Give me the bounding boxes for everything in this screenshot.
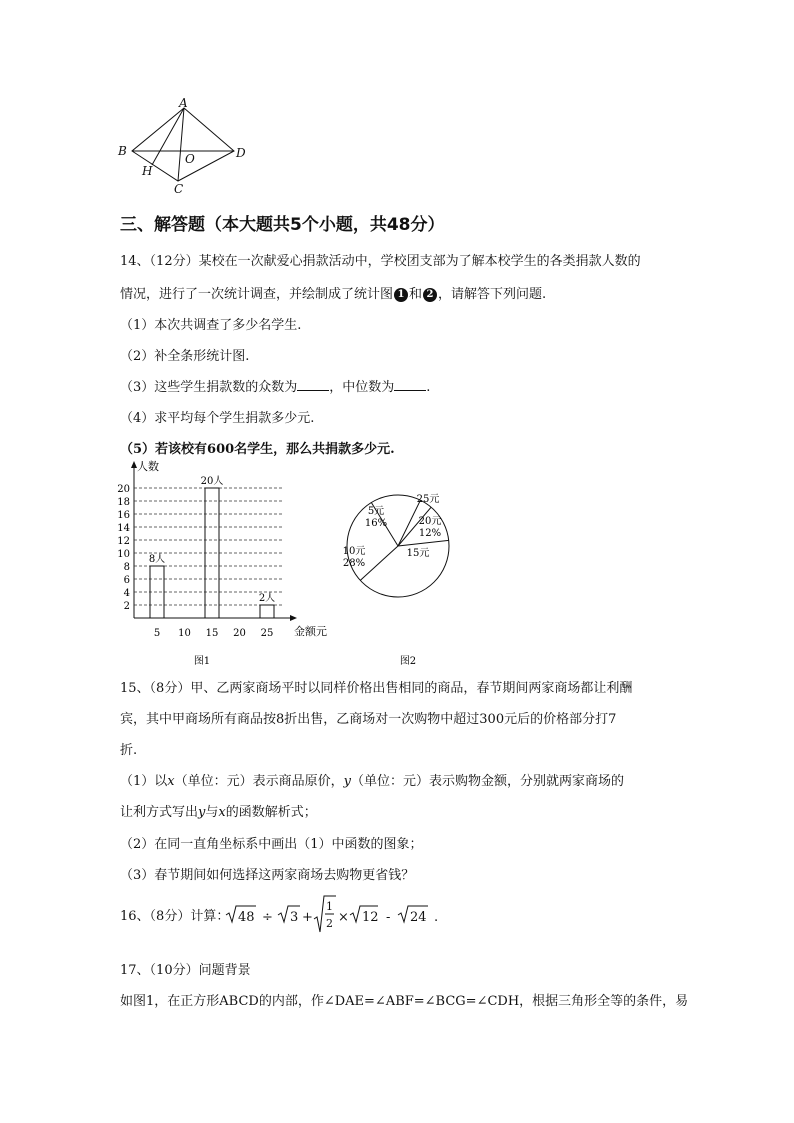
label-a: A bbox=[179, 96, 188, 110]
q15-sub1-a: （1）以 bbox=[120, 774, 168, 789]
chart-title: 图2 bbox=[399, 656, 417, 667]
pie-slice-label: 15元 bbox=[406, 548, 430, 559]
q14-sub5: （5）若该校有600名学生，那么共捐款多少元. bbox=[120, 442, 395, 457]
q15-line3: 折. bbox=[120, 743, 138, 758]
q14-line2-end: ，请解答下列问题. bbox=[438, 287, 547, 302]
q15-sub1-f: 的函数解析式； bbox=[225, 805, 317, 820]
x-tick-label: 10 bbox=[178, 628, 191, 639]
x-tick-label: 5 bbox=[153, 628, 161, 639]
q14-sub3-mid: ，中位数为 bbox=[329, 380, 395, 395]
answer-blank-median[interactable] bbox=[394, 389, 426, 391]
pie-slice-percent: 12% bbox=[418, 528, 442, 539]
label-c: C bbox=[174, 182, 184, 196]
bar-chart bbox=[112, 458, 342, 668]
y-tick-label: 20 bbox=[117, 484, 130, 495]
pie-slice-boundary bbox=[398, 540, 449, 546]
q15-sub2: （2）在同一直角坐标系中画出（1）中函数的图象； bbox=[120, 837, 423, 852]
minus-sign: - bbox=[386, 910, 391, 925]
q14-sub3-end: . bbox=[426, 380, 431, 395]
q15-sub1-d: 让利方式写出 bbox=[120, 805, 199, 820]
y-tick-label: 18 bbox=[117, 497, 130, 508]
q14-line2 bbox=[120, 283, 546, 302]
section-title: 三、解答题（本大题共5个小题，共48分） bbox=[120, 215, 445, 235]
q14-sub2: （2）补全条形统计图. bbox=[120, 349, 250, 364]
formula-period: . bbox=[434, 910, 439, 925]
y-tick-label: 4 bbox=[123, 588, 130, 599]
q16-formula bbox=[222, 894, 452, 940]
y-tick-label: 6 bbox=[123, 575, 130, 586]
var-y: y bbox=[198, 805, 206, 820]
var-y: y bbox=[343, 774, 351, 789]
q14-sub1: （1）本次共调查了多少名学生. bbox=[120, 318, 302, 333]
frac-denominator: 2 bbox=[326, 917, 333, 930]
q15-sub1 bbox=[120, 770, 624, 789]
label-o: O bbox=[185, 152, 195, 166]
bar-data-label: 8人 bbox=[148, 554, 166, 565]
pie-slice-percent: 28% bbox=[342, 558, 366, 569]
divide-sign: ÷ bbox=[262, 910, 273, 925]
y-tick-label: 8 bbox=[123, 562, 130, 573]
q14-sub4: （4）求平均每个学生捐款多少元. bbox=[120, 411, 315, 426]
x-axis-arrow bbox=[290, 615, 297, 621]
y-tick-label: 12 bbox=[117, 536, 130, 547]
q14-line1: 14、（12分）某校在一次献爱心捐款活动中，学校团支部为了解本校学生的各类捐款人数的 bbox=[120, 254, 641, 269]
x-axis-label: 金额元 bbox=[294, 625, 327, 638]
q15-sub1-c: （单位：元）表示购物金额，分别就两家商场的 bbox=[351, 774, 625, 789]
q17-line2: 如图1，在正方形ABCD的内部，作∠DAE=∠ABF=∠BCG=∠CDH，根据三角形全等的条件，易 bbox=[120, 994, 689, 1009]
q15-line1: 15、（8分）甲、乙两家商场平时以同样价格出售相同的商品，春节期间两家商场都让利酬 bbox=[120, 681, 633, 696]
diagonal-ac bbox=[178, 108, 184, 181]
radicand-48: 48 bbox=[238, 910, 255, 925]
q14-line2-text: 情况，进行了一次统计调查，并绘制成了统计图 bbox=[120, 287, 394, 302]
x-tick-label: 20 bbox=[233, 628, 246, 639]
bar bbox=[260, 605, 274, 618]
pie-slice-percent: 16% bbox=[364, 518, 388, 529]
q15-sub1-cont bbox=[120, 801, 317, 820]
q17-line1: 17、（10分）问题背景 bbox=[120, 963, 251, 978]
label-d: D bbox=[236, 146, 246, 160]
answer-blank-mode[interactable] bbox=[297, 389, 329, 391]
pie-chart bbox=[338, 480, 458, 670]
bar-data-label: 20人 bbox=[200, 476, 224, 487]
q16-prefix: 16、（8分）计算： bbox=[120, 909, 230, 924]
q16-line bbox=[120, 905, 229, 924]
x-tick-label: 15 bbox=[205, 628, 219, 639]
y-tick-label: 16 bbox=[117, 510, 130, 521]
q14-line2-and: 和 bbox=[409, 287, 423, 302]
y-axis-label: 人数 bbox=[137, 460, 159, 473]
q15-sub3: （3）春节期间如何选择这两家商场去购物更省钱？ bbox=[120, 868, 415, 883]
label-h: H bbox=[142, 164, 153, 178]
x-tick-label: 25 bbox=[260, 628, 274, 639]
q15-sub1-e: 与 bbox=[205, 805, 219, 820]
y-tick-label: 14 bbox=[117, 523, 130, 534]
q14-sub3 bbox=[120, 376, 430, 395]
pie-slice-boundary bbox=[360, 546, 398, 580]
radicand-3: 3 bbox=[290, 910, 299, 925]
pie-slice-label: 25元 bbox=[416, 494, 440, 505]
bar-data-label: 2人 bbox=[258, 593, 276, 604]
q14-sub3-text: （3）这些学生捐款数的众数为 bbox=[120, 380, 298, 395]
pie-slice-label: 5元 bbox=[367, 506, 385, 517]
var-x: x bbox=[167, 774, 175, 789]
label-b: B bbox=[118, 144, 127, 158]
q15-line2: 宾，其中甲商场所有商品按8折出售，乙商场对一次购物中超过300元后的价格部分打7 bbox=[120, 712, 617, 727]
radicand-24: 24 bbox=[410, 910, 427, 925]
chart-title: 图1 bbox=[193, 656, 211, 667]
circle-number-1: 1 bbox=[394, 288, 408, 302]
frac-numerator: 1 bbox=[326, 900, 333, 913]
q15-sub1-b: （单位：元）表示商品原价， bbox=[174, 774, 344, 789]
var-x: x bbox=[218, 805, 226, 820]
pie-slice-label: 20元 bbox=[418, 516, 442, 527]
times-sign: × bbox=[338, 910, 349, 925]
y-tick-label: 2 bbox=[123, 601, 130, 612]
pie-slice-label: 10元 bbox=[342, 546, 366, 557]
y-tick-label: 10 bbox=[117, 549, 130, 560]
segment-ah bbox=[152, 108, 184, 165]
radicand-12: 12 bbox=[362, 910, 379, 925]
plus-sign: + bbox=[302, 910, 313, 925]
rhombus-figure bbox=[112, 96, 252, 196]
circle-number-2: 2 bbox=[423, 288, 437, 302]
